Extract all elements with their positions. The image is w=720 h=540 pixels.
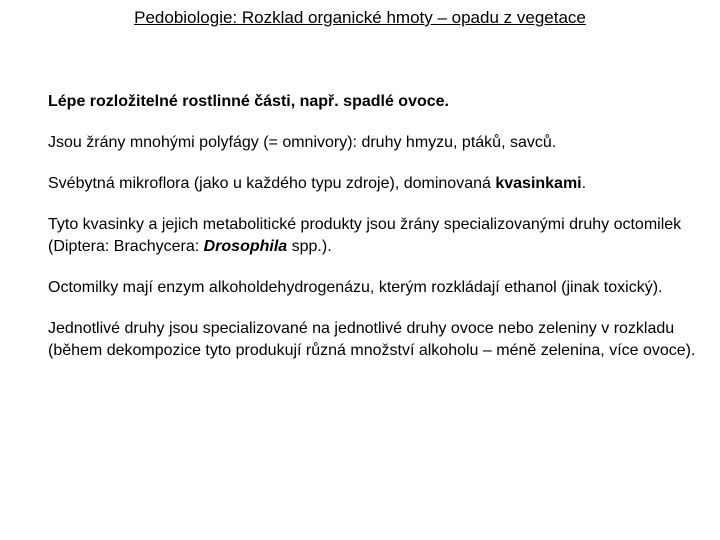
- paragraph-1: Lépe rozložitelné rostlinné části, např. spadlé ovoce.: [48, 93, 449, 110]
- paragraph-3-end: .: [581, 175, 587, 192]
- paragraph-4-end: spp.).: [287, 238, 332, 255]
- paragraph-4-genus: Drosophila: [203, 238, 288, 255]
- paragraph-6: Jednotlivé druhy jsou specializované na jednotlivé druhy ovoce nebo zeleniny v rozkladu (během dekompozice tyto produkují různá množství alkoholu – méně zelenina, více ovoce).: [48, 320, 696, 359]
- slide-body: [48, 91, 708, 381]
- paragraph-5: Octomilky mají enzym alkoholdehydrogenázu, kterým rozkládají ethanol (jinak toxický).: [48, 279, 663, 296]
- paragraph-3-text: Svébytná mikroflora (jako u každého typu zdroje), dominovaná: [48, 175, 496, 192]
- paragraph-3-emphasis: kvasinkami: [495, 175, 582, 192]
- slide-title: Pedobiologie: Rozklad organické hmoty – opadu z vegetace: [134, 8, 586, 27]
- paragraph-4-text: Tyto kvasinky a jejich metabolitické produkty jsou žrány specializovanými druhy octomilek (Diptera: Brachycera:: [48, 216, 682, 255]
- paragraph-2: Jsou žrány mnohými polyfágy (= omnivory): druhy hmyzu, ptáků, savců.: [48, 134, 557, 151]
- paragraph-4: [48, 214, 708, 258]
- paragraph-3: [48, 173, 708, 195]
